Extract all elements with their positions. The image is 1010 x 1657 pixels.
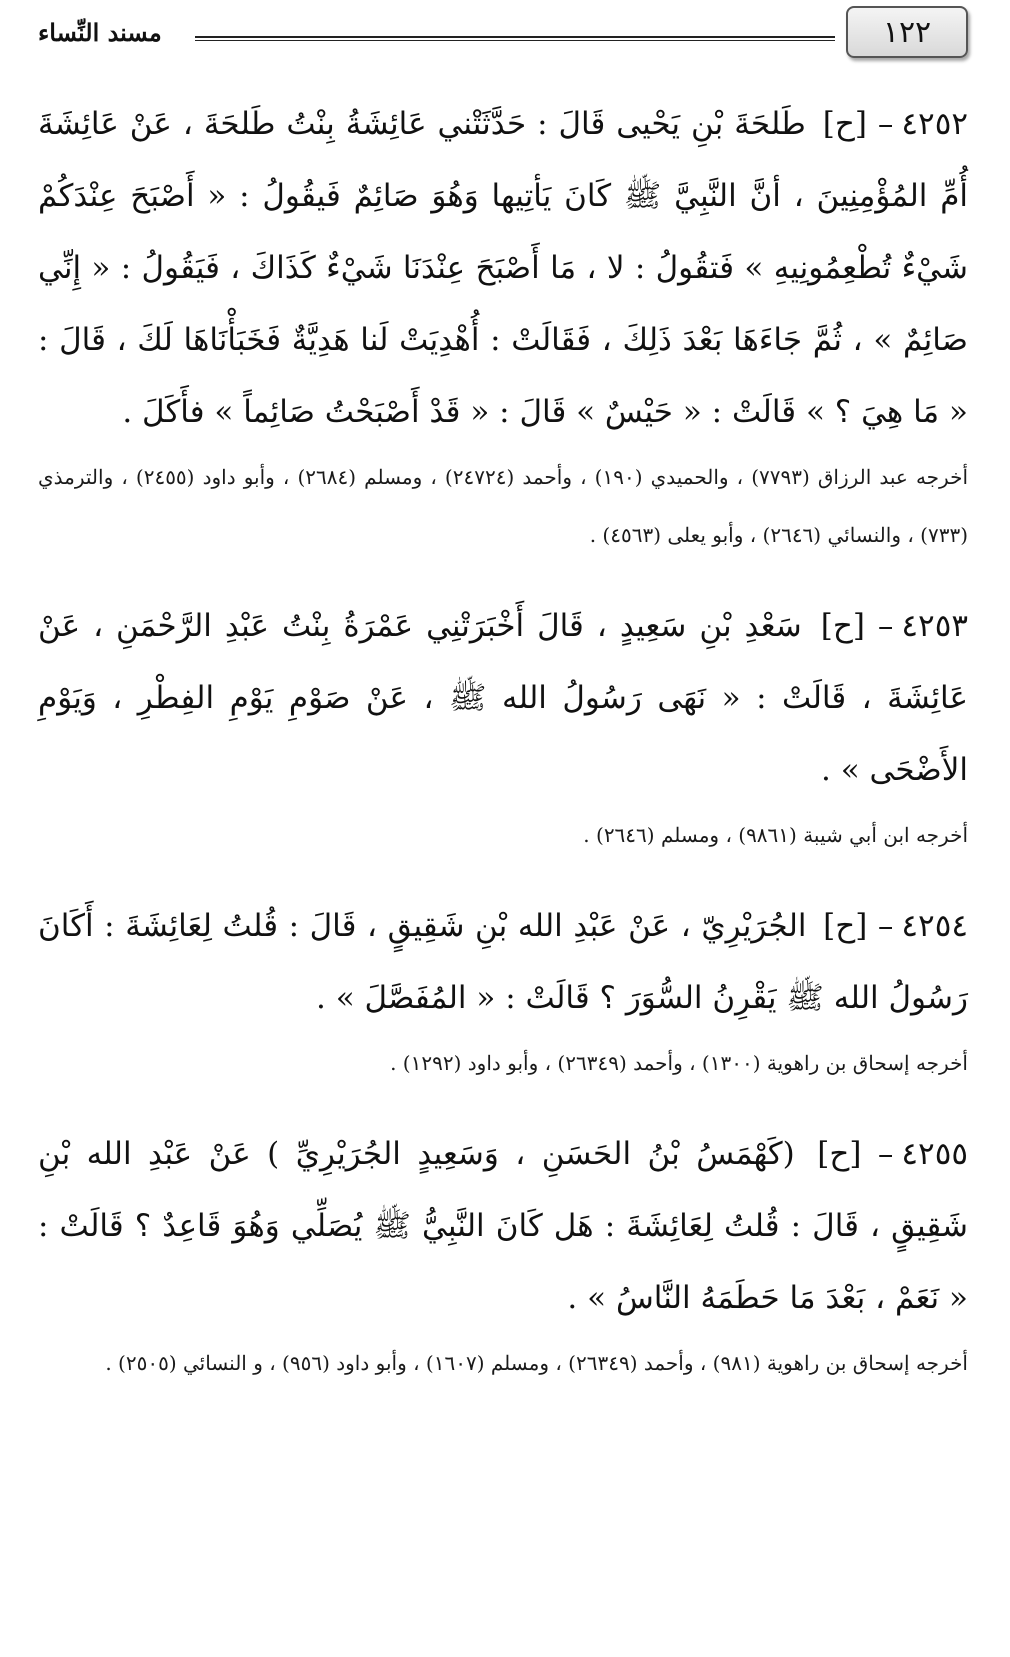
header-rule [195,36,835,41]
hadith-number: ٤٢٥٤ [901,908,969,944]
hadith-mark: [ح] [820,608,865,644]
takhrij-note: أخرجه إسحاق بن راهوية (٩٨١) ، وأحمد (٢٦٣٤٩) ، ومسلم (١٦٠٧) ، وأبو داود (٩٥٦) ، و النسائي (٢٥٠٥) . [105,1351,968,1375]
hadith-mark: [ح] [822,106,867,142]
hadith-text: ٤٢٥٢– [ح] طَلحَةَ بْنِ يَحْيى قَالَ : حَدَّثَتْني عَائِشَةُ بِنْتُ طَلحَةَ ، عَنْ عَائِشَةَ أُمِّ المُؤْمِنِينَ ، أنَّ النَّبِيَّ ﷺ كَانَ يَأتِيها وَهُوَ صَائِمٌ فَيقُولُ : « أَصْبَحَ عِنْدَكُمْ شَيْءٌ تُطْعِمُونِيهِ » فَتقُولُ : لا ، مَا أَصْبَحَ عِنْدَنَا شَيْءٌ كَذَاكَ ، فَيَقُولُ : « إِنِّي صَائِمٌ » ، ثُمَّ جَاءَهَا بَعْدَ ذَلِكَ ، فَقَالَتْ : أُهْدِيَتْ لَنا هَدِيَّةٌ فَخَبَأْنَاهَا لَكَ ، قَالَ : « مَا هِيَ ؟ » قَالَتْ : « حَيْسٌ » قَالَ : « قَدْ أَصْبَحْتُ صَائِماً » فأَكَلَ . [38,106,969,430]
hadith-number: ٤٢٥٢ [901,106,969,142]
hadith-entry [38,88,968,564]
hadith-number: ٤٢٥٣ [901,608,968,644]
hadith-text: ٤٢٥٥– [ح] (كَهْمَسُ بْنُ الحَسَنِ ، وَسَعِيدٍ الجُرَيْرِيِّ ) عَنْ عَبْدِ الله بْنِ شَقِيقٍ ، قَالَ : قُلتُ لِعَائِشَةَ : هَل كَانَ النَّبِيُّ ﷺ يُصَلِّي وَهُوَ قَاعِدٌ ؟ قَالَتْ : « نَعَمْ ، بَعْدَ مَا حَطَمَهُ النَّاسُ » . [38,1136,968,1316]
page-header [0,0,1010,70]
hadith-mark: [ح] [817,1136,862,1172]
hadith-entry [38,590,968,864]
takhrij-note: أخرجه إسحاق بن راهوية (١٣٠٠) ، وأحمد (٢٦٣٤٩) ، وأبو داود (١٢٩٢) . [390,1051,968,1075]
takhrij-note: أخرجه ابن أبي شيبة (٩٨٦١) ، ومسلم (٢٦٤٦) . [583,823,968,847]
page-body [38,88,968,1410]
hadith-text: ٤٢٥٤– [ح] الجُرَيْرِيّ ، عَنْ عَبْدِ الله بْنِ شَقِيقٍ ، قَالَ : قُلتُ لِعَائِشَةَ : أَكَانَ رَسُولُ الله ﷺ يَقْرِنُ السُّوَرَ ؟ قَالَتْ : « المُفَصَّلَ » . [38,908,969,1016]
hadith-entry [38,1118,968,1392]
hadith-number: ٤٢٥٥ [901,1136,968,1172]
hadith-body: طَلحَةَ بْنِ يَحْيى قَالَ : حَدَّثَتْني عَائِشَةُ بِنْتُ طَلحَةَ ، عَنْ عَائِشَةَ أُمِّ المُؤْمِنِينَ ، أنَّ النَّبِيَّ ﷺ كَانَ يَأتِيها وَهُوَ صَائِمٌ فَيقُولُ : « أَصْبَحَ عِنْدَكُمْ شَيْءٌ تُطْعِمُونِيهِ » فَتقُولُ : لا ، مَا أَصْبَحَ عِنْدَنَا شَيْءٌ كَذَاكَ ، فَيَقُولُ : « إِنِّي صَائِمٌ » ، ثُمَّ جَاءَهَا بَعْدَ ذَلِكَ ، فَقَالَتْ : أُهْدِيَتْ لَنا هَدِيَّةٌ فَخَبَأْنَاهَا لَكَ ، قَالَ : « مَا هِيَ ؟ » قَالَتْ : « حَيْسٌ » قَالَ : « قَدْ أَصْبَحْتُ صَائِماً » فأَكَلَ . [38,106,968,430]
hadith-text: ٤٢٥٣– [ح] سَعْدِ بْنِ سَعِيدٍ ، قَالَ أَخْبَرَتْنِي عَمْرَةُ بِنْتُ عَبْدِ الرَّحْمَنِ ، عَنْ عَائِشَةَ ، قَالَتْ : « نَهَى رَسُولُ الله ﷺ ، عَنْ صَوْمِ يَوْمِ الفِطْرِ ، وَيَوْمِ الأَضْحَى » . [38,608,968,788]
hadith-mark: [ح] [823,908,868,944]
takhrij-note: أخرجه عبد الرزاق (٧٧٩٣) ، والحميدي (١٩٠) ، وأحمد (٢٤٧٢٤) ، ومسلم (٢٦٨٤) ، وأبو داود (٢٤٥٥) ، والترمذي (٧٣٣) ، والنسائي (٢٦٤٦) ، وأبو يعلى (٤٥٦٣) . [38,465,969,547]
page-number: ١٢٢ [846,6,968,58]
hadith-body: (كَهْمَسُ بْنُ الحَسَنِ ، وَسَعِيدٍ الجُرَيْرِيِّ ) عَنْ عَبْدِ الله بْنِ شَقِيقٍ ، قَالَ : قُلتُ لِعَائِشَةَ : هَل كَانَ النَّبِيُّ ﷺ يُصَلِّي وَهُوَ قَاعِدٌ ؟ قَالَتْ : « نَعَمْ ، بَعْدَ مَا حَطَمَهُ النَّاسُ » . [38,1136,968,1316]
book-title: مسند النِّساء [38,18,162,47]
hadith-body: الجُرَيْرِيّ ، عَنْ عَبْدِ الله بْنِ شَقِيقٍ ، قَالَ : قُلتُ لِعَائِشَةَ : أَكَانَ رَسُولُ الله ﷺ يَقْرِنُ السُّوَرَ ؟ قَالَتْ : « المُفَصَّلَ » . [38,908,968,1016]
hadith-entry [38,890,968,1092]
hadith-body: سَعْدِ بْنِ سَعِيدٍ ، قَالَ أَخْبَرَتْنِي عَمْرَةُ بِنْتُ عَبْدِ الرَّحْمَنِ ، عَنْ عَائِشَةَ ، قَالَتْ : « نَهَى رَسُولُ الله ﷺ ، عَنْ صَوْمِ يَوْمِ الفِطْرِ ، وَيَوْمِ الأَضْحَى » . [38,608,968,788]
